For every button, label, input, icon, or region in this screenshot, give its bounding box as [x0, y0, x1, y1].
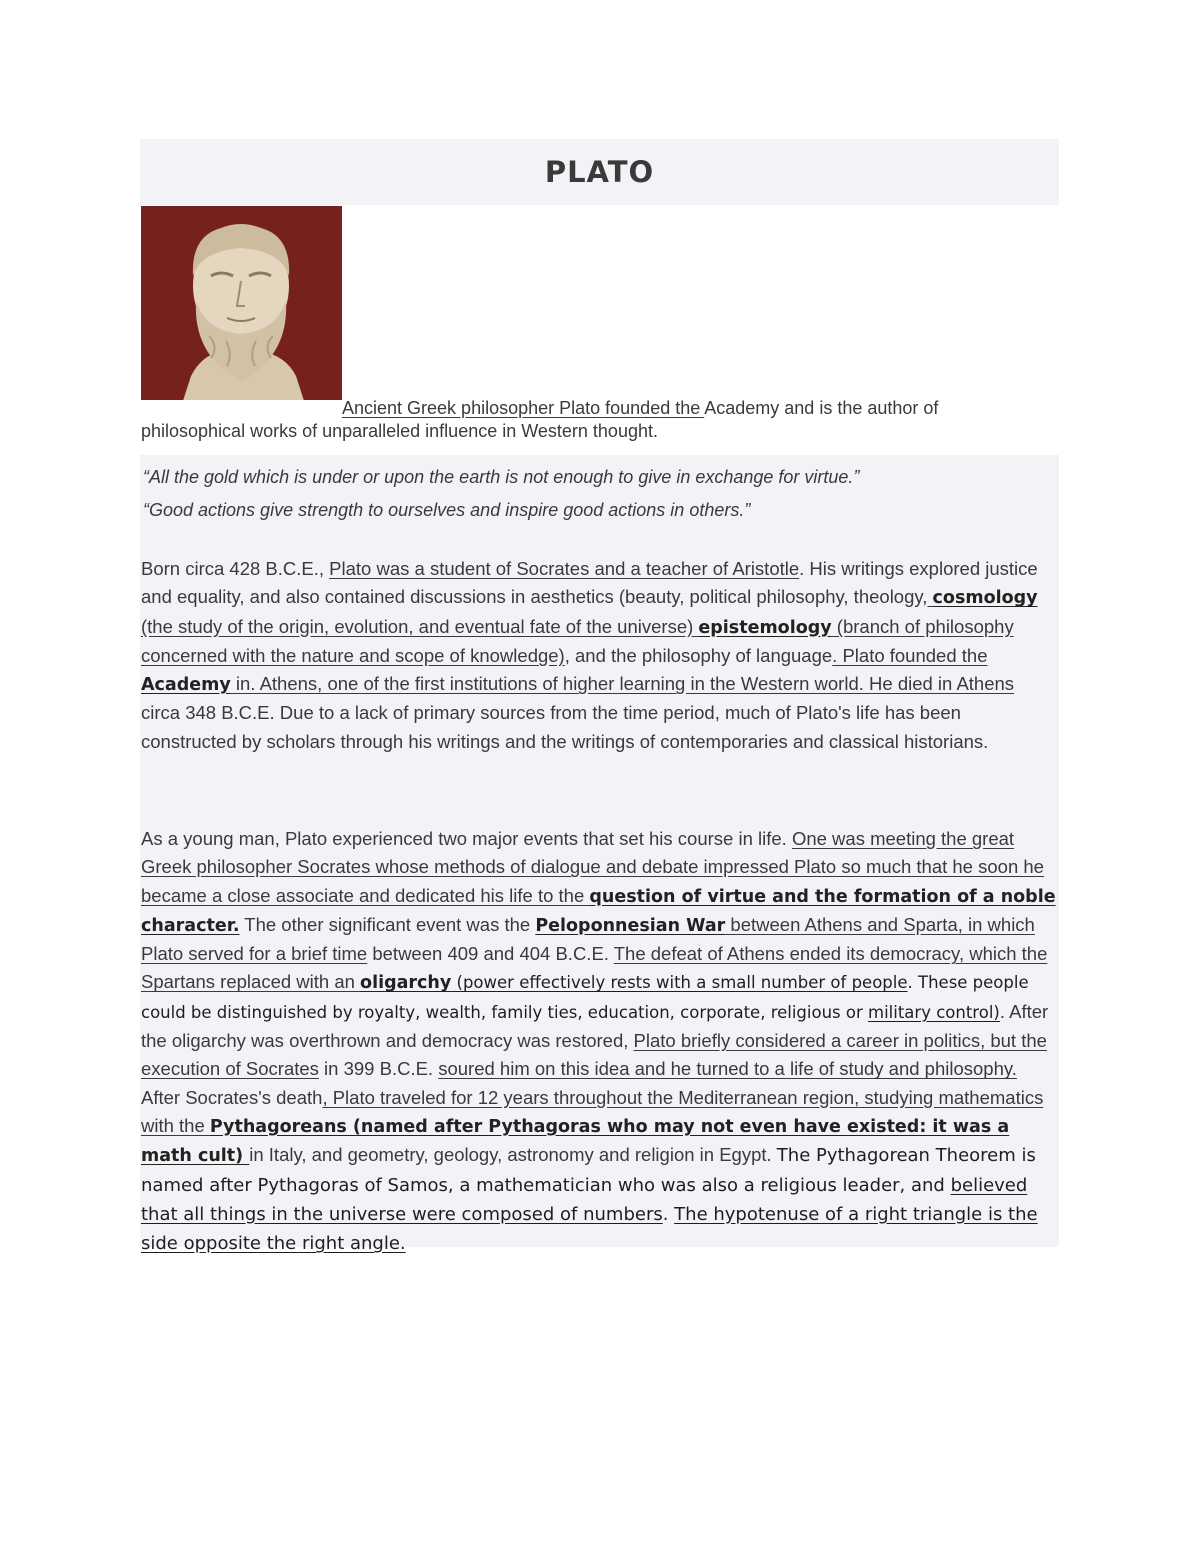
p2-link[interactable]: Plato briefly considered a career in politics, but the execution of Socrates: [141, 1030, 1047, 1080]
p2-text: . After the oligarchy was overthrown and democracy was restored,: [141, 1000, 1049, 1052]
p2-term-oligarchy[interactable]: oligarchy: [360, 973, 452, 994]
p2-link[interactable]: military control): [868, 1002, 1000, 1022]
p1-link[interactable]: (the study of the origin, evolution, and eventual fate of the universe): [141, 615, 699, 637]
p2-link[interactable]: between Athens and Sparta, in which Plato served for a brief time: [141, 913, 1035, 965]
quote-2: “Good actions give strength to ourselves and inspire good actions in others.”: [143, 500, 751, 520]
p2-text: The other significant event was the: [239, 913, 536, 935]
quote-1: “All the gold which is under or upon the earth is not enough to give in exchange for virtue.”: [143, 467, 860, 487]
intro-link[interactable]: Ancient Greek philosopher Plato founded the: [342, 398, 705, 418]
p1-link[interactable]: . Plato founded the: [832, 644, 988, 666]
p1-link[interactable]: Plato was a student of Socrates and a teacher of Aristotle: [329, 558, 800, 579]
p2-link[interactable]: The defeat of Athens ended its democracy, which the Spartans replaced with an: [141, 943, 1048, 993]
p1-text: . His writings explored justice and equality, and also contained discussions in aesthetics (beauty, political philosophy, theology,: [141, 558, 1038, 608]
p1-term-epistemology[interactable]: epistemology: [698, 617, 832, 638]
plato-bust-illustration: [141, 206, 342, 407]
p2-term-peloponnesian-war[interactable]: Peloponnesian War: [535, 915, 726, 936]
p2-text: in 399 B.C.E.: [318, 1058, 439, 1080]
p1-text: , and the philosophy of language: [564, 644, 833, 666]
p1-text: Born circa 428 B.C.E.,: [141, 558, 330, 579]
page-title: PLATO: [544, 155, 655, 189]
p2-term-pythagoreans[interactable]: Pythagoreans (named after Pythagoras who may not even have existed: it was a math cult): [141, 1116, 1010, 1167]
intro-paragraph: [141, 397, 1041, 443]
p2-link[interactable]: The hypotenuse of a right triangle is the side opposite the right angle.: [141, 1203, 1038, 1255]
plato-bust-image: [141, 206, 342, 407]
biography-paragraph: [141, 555, 1057, 756]
p2-text: . These people could be distinguished by royalty, wealth, family ties, education, corporate, religious or: [141, 973, 1029, 1022]
p2-text: in Italy, and geometry, geology, astronomy and religion in Egypt.: [249, 1144, 777, 1166]
p2-link[interactable]: soured him on this idea and he turned to a life of study and philosophy.: [438, 1058, 1017, 1080]
p2-text: between 409 and 404 B.C.E.: [367, 943, 614, 965]
p1-term-cosmology[interactable]: cosmology: [932, 588, 1038, 609]
p2-link[interactable]: (power effectively rests with a small number of people: [451, 973, 908, 993]
p2-term-virtue[interactable]: question of virtue and the formation of a noble character.: [141, 886, 1056, 936]
p1-text: circa 348 B.C.E. Due to a lack of primary sources from the time period, much of Plato's life has been constructed by scholars through his writings and the writings of contemporaries and classical historians.: [141, 702, 989, 752]
p1-link[interactable]: (branch of philosophy concerned with the nature and scope of knowledge): [141, 615, 1014, 666]
p2-link[interactable]: One was meeting the great Greek philosopher Socrates whose methods of dialogue and debate impressed Plato so much that he soon he became a close associate and dedicated his life to the: [141, 828, 1044, 906]
p2-link[interactable]: believed that all things in the universe were composed of numbers: [141, 1174, 1028, 1225]
intro-text: Academy and is the author of philosophical works of unparalleled influence in Western thought.: [141, 398, 939, 441]
p1-link[interactable]: in. Athens, one of the first institutions of higher learning in the Western world. He died in Athens: [230, 673, 1015, 695]
p2-text: .: [662, 1203, 675, 1225]
p2-link[interactable]: , Plato traveled for 12 years throughout the Mediterranean region, studying mathematics with the: [141, 1086, 1044, 1136]
title-band: [140, 139, 1059, 205]
p2-text: After Socrates's death: [141, 1086, 323, 1108]
p2-text: The Pythagorean Theorem is named after Pythagoras of Samos, a mathematician who was also a religious leader, and: [141, 1145, 1036, 1196]
p1-term-academy[interactable]: Academy: [141, 675, 231, 696]
p2-text: As a young man, Plato experienced two major events that set his course in life.: [141, 828, 792, 849]
young-man-paragraph: [141, 825, 1057, 1258]
